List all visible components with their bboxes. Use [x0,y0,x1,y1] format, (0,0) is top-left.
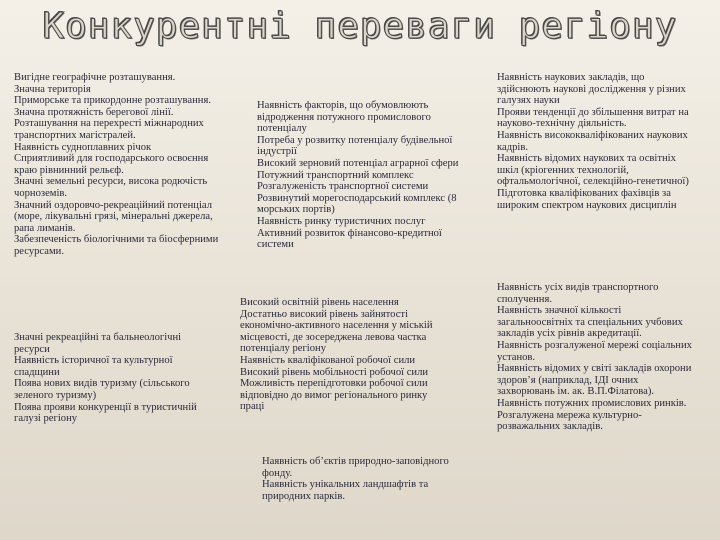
text-line: широким спектром наукових дисциплін [497,199,677,211]
text-line: захворювань ім. ак. В.П.Філатова). [497,386,654,398]
nature-block [262,456,492,502]
text-line: шкіл (кріогенних технологій, [497,164,629,176]
text-line: морських портів) [257,204,335,216]
text-line: Наявність висококваліфікованих наукових [497,129,688,141]
text-line: науково-технічну діяльність. [497,118,627,130]
text-line: праці [240,401,265,413]
text-line: зеленого туризму) [14,389,97,401]
text-line: Наявність кваліфікованої робочої сили [240,354,416,366]
text-line: ресурси [14,343,50,355]
text-line: Розвинутий морегосподарський комплекс (8 [257,192,457,204]
text-line: краю рівнинний рельєф. [14,164,124,176]
text-line: Значні рекреаційні та бальнеологічні [14,332,182,343]
text-line: Наявність відомих наукових та освітніх [497,153,676,165]
text-line: системи [257,239,294,251]
text-line: індустрії [257,146,297,158]
text-line: Наявність розгалуженої мережі соціальних [497,339,692,351]
text-line: Наявність ринку туристичних послуг [257,215,426,227]
text-line: Приморське та прикордонне розташування. [14,95,211,107]
text-line: Наявність унікальних ландшафтів та [262,479,429,491]
text-line: (море, лікувальні грязі, мінеральні джерела, [14,211,213,223]
text-line: Наявність значної кількості [497,305,622,317]
text-line: Значний оздоровчо-рекреаційний потенціал [14,199,212,211]
text-line: Значна територія [14,83,91,95]
text-line: Забезпеченість біологічними та біосферними [14,234,219,246]
tourism-block [14,332,242,425]
text-line: кадрів. [497,141,528,153]
text-line: місцевості, де зосереджена левова частка [240,331,427,343]
text-line: Можливість перепідготовки робочої сили [240,378,428,390]
science-block [497,72,719,211]
geography-block [14,72,250,258]
text-line: сполучення. [497,293,553,305]
text-line: Розташування на перехресті міжнародних [14,118,204,130]
text-line: Достатньо високий рівень зайнятості [240,308,409,320]
text-line: Поява нових видів туризму (сільського [14,378,190,390]
text-line: природних парків. [262,490,346,502]
text-line: Значна протяжність берегової лінії. [14,106,174,118]
text-line: Потужний транспортний комплекс [257,169,414,181]
text-line: відродження потужного промислового [257,111,431,123]
industry-block [257,100,487,251]
text-line: спадщини [14,366,60,378]
text-line: ресурсами. [14,245,64,257]
text-line: Високий рівень мобільності робочої сили [240,366,429,378]
text-line: Потреба у розвитку потенціалу будівельної [257,134,453,146]
text-line: Наявність судноплавних річок [14,141,152,153]
text-line: офтальмологічної, селекційно-генетичної) [497,176,689,188]
text-line: загальноосвітніх та спеціальних учбових [497,316,683,328]
text-line: відповідно до вимог регіонального ринку [240,389,428,401]
text-line: потенціалу регіону [240,343,327,355]
text-line: Наявність відомих у світі закладів охорони [497,363,692,375]
text-line: галузях науки [497,95,560,107]
text-line: транспортних магістралей. [14,129,136,141]
text-line: установ. [497,351,536,363]
text-line: Значні земельні ресурси, висока родючість [14,176,208,188]
text-line: розважальних закладів. [497,421,603,433]
text-line: Вигідне географічне розташування. [14,72,176,83]
text-line: Сприятливий для господарського освоєння [14,153,209,165]
text-line: Наявність факторів, що обумовлюють [257,100,429,111]
text-line: Наявність об’єктів природно-заповідного [262,456,449,467]
text-line: Наявність наукових закладів, що [497,72,645,83]
text-line: чорноземів. [14,187,68,199]
text-line: рапа лиманів. [14,222,76,234]
text-line: Прояви тенденції до збільшення витрат на [497,106,689,118]
text-line: галузі регіону [14,413,78,425]
text-line: Підготовка кваліфікованих фахівців за [497,187,671,199]
text-line: Наявність історичної та культурної [14,355,173,367]
text-line: закладів усіх рівнів акредитації. [497,328,642,340]
text-line: Поява прояви конкуренції в туристичній [14,401,197,413]
text-line: економічно-активного населення у міській [240,320,433,332]
text-line: потенціалу [257,123,307,135]
text-line: фонду. [262,467,293,479]
education-block [497,282,719,433]
text-line: здійснюють наукові дослідження у різних [497,83,686,95]
text-line: Розгалужена мережа культурно- [497,409,642,421]
text-line: здоров’я (наприклад, ІДІ очних [497,374,639,386]
text-line: Активний розвиток фінансово-кредитної [257,227,442,239]
text-line: Високий освітній рівень населення [240,297,399,308]
text-line: Наявність потужних промислових ринків. [497,397,687,409]
slide-title: Конкурентні переваги регіону [42,6,678,47]
text-line: Розгалуженість транспортної системи [257,181,429,193]
text-line: Високий зерновий потенціал аграрної сфери [257,157,459,169]
population-block [240,297,484,413]
text-line: Наявність усіх видів транспортного [497,282,659,293]
